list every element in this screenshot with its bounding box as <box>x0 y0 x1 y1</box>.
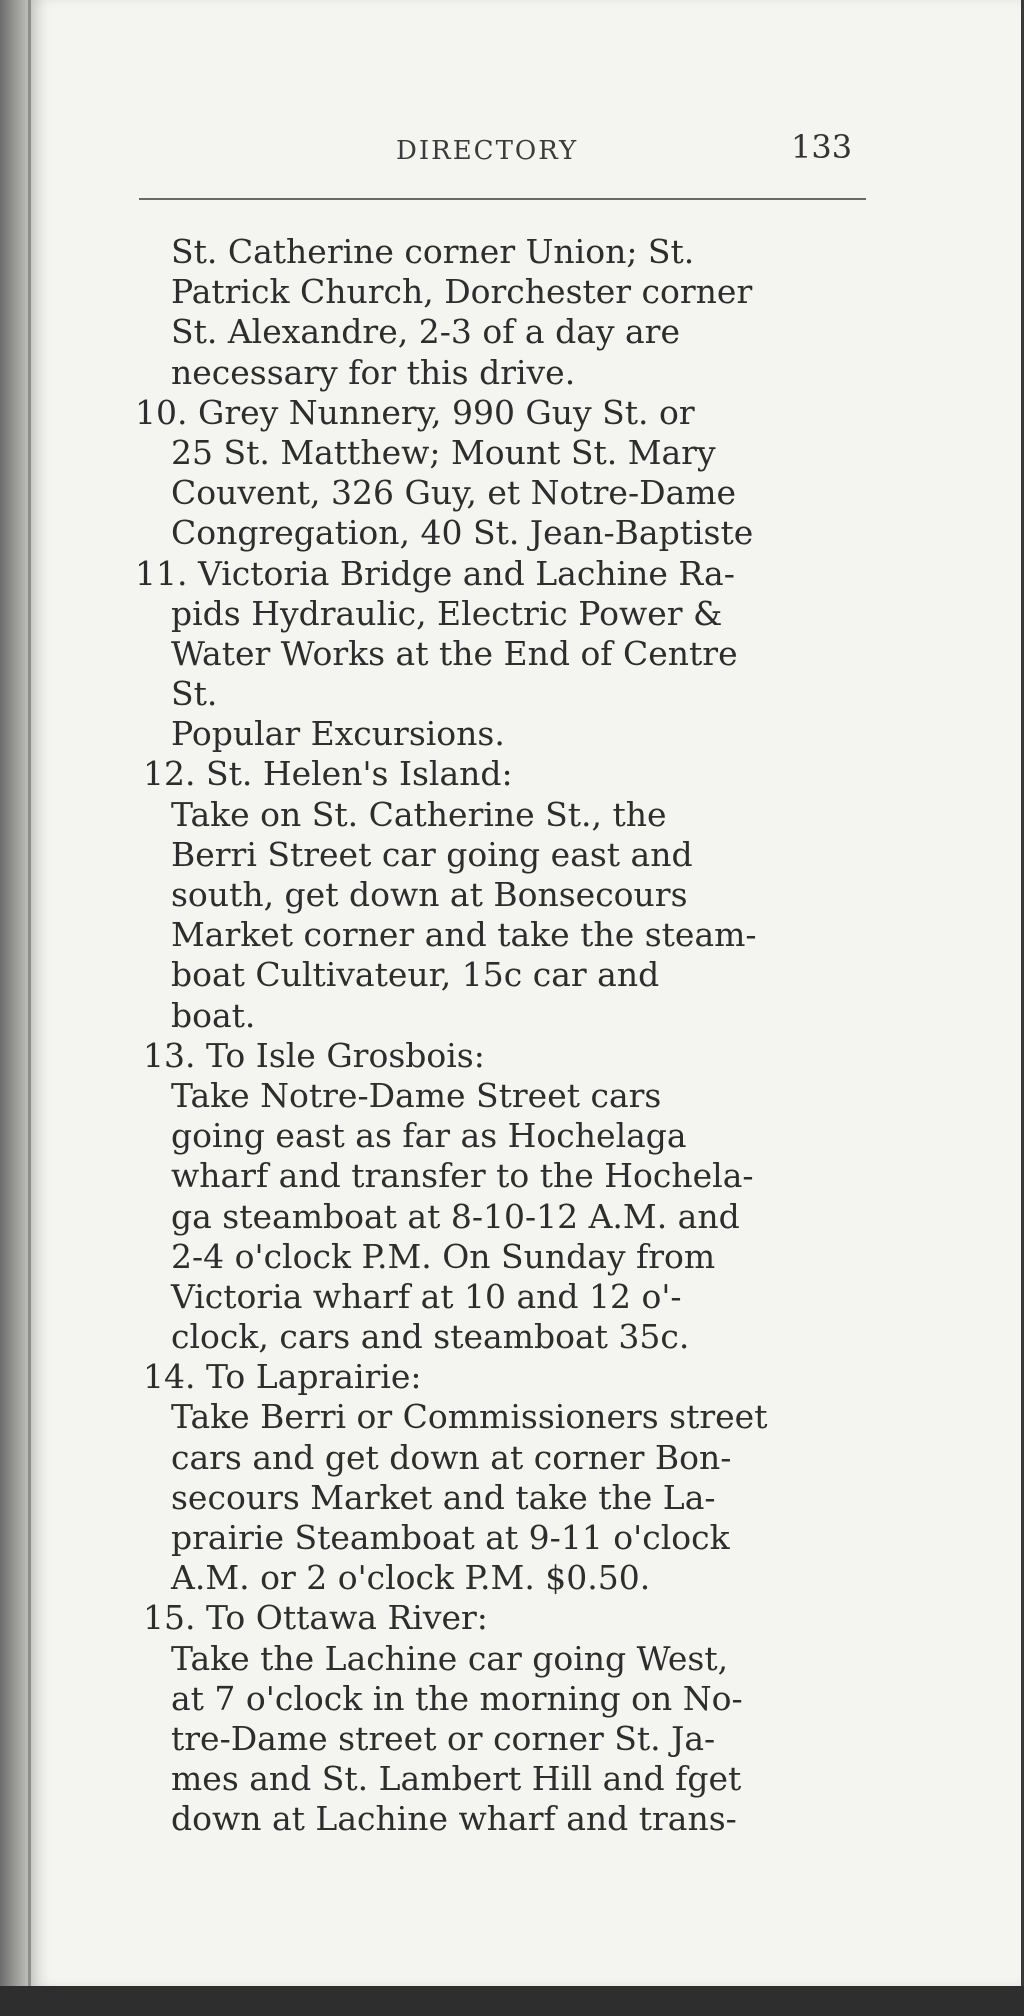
text-line: down at Lachine wharf and trans- <box>171 1799 737 1839</box>
text-line: boat. <box>171 995 256 1035</box>
text-line: 10. Grey Nunnery, 990 Guy St. or <box>135 392 695 432</box>
text-line: Victoria wharf at 10 and 12 o'- <box>171 1276 682 1316</box>
text-line: boat Cultivateur, 15c car and <box>171 955 660 995</box>
text-line: 12. St. Helen's Island: <box>143 754 513 794</box>
text-line: Take on St. Catherine St., the <box>171 794 667 834</box>
text-line: Congregation, 40 St. Jean-Baptiste <box>171 513 754 553</box>
text-line: 11. Victoria Bridge and Lachine Ra- <box>135 553 735 593</box>
text-line: tre-Dame street or corner St. Ja- <box>171 1718 716 1758</box>
text-line: Patrick Church, Dorchester corner <box>171 272 753 312</box>
book-page <box>28 0 1021 1986</box>
text-line: Popular Excursions. <box>171 714 505 754</box>
text-line: south, get down at Bonsecours <box>171 875 688 914</box>
text-line: St. Catherine corner Union; St. <box>171 232 695 271</box>
header-rule <box>139 198 866 200</box>
text-line: 2-4 o'clock P.M. On Sunday from <box>171 1236 716 1276</box>
text-line: Couvent, 326 Guy, et Notre-Dame <box>171 473 737 513</box>
text-line: secours Market and take the La- <box>171 1477 716 1517</box>
text-line: mes and St. Lambert Hill and fget <box>171 1759 742 1799</box>
text-line: Water Works at the End of Centre <box>171 633 738 673</box>
text-line: 13. To Isle Grosbois: <box>143 1035 485 1075</box>
text-line: ga steamboat at 8-10-12 A.M. and <box>171 1196 740 1236</box>
text-line: going east as far as Hochelaga <box>171 1116 687 1156</box>
text-line: Market corner and take the steam- <box>171 915 757 955</box>
text-line: St. Alexandre, 2-3 of a day are <box>171 312 680 352</box>
directory-text-body <box>135 232 895 1840</box>
running-head: DIRECTORY <box>396 136 579 166</box>
text-line: wharf and transfer to the Hochela- <box>171 1156 754 1196</box>
text-line: pids Hydraulic, Electric Power & <box>171 593 723 633</box>
page-number: 133 <box>791 128 853 166</box>
text-line: A.M. or 2 o'clock P.M. $0.50. <box>171 1558 651 1598</box>
text-line: 14. To Laprairie: <box>143 1357 422 1397</box>
text-line: necessary for this drive. <box>171 352 576 392</box>
text-line: Berri Street car going east and <box>171 834 693 874</box>
text-line: St. <box>171 674 218 714</box>
scan-bottom-edge <box>0 1986 1024 2016</box>
text-line: 15. To Ottawa River: <box>143 1598 488 1638</box>
text-line: at 7 o'clock in the morning on No- <box>171 1678 743 1718</box>
text-line: prairie Steamboat at 9-11 o'clock <box>171 1518 730 1557</box>
text-line: cars and get down at corner Bon- <box>171 1437 732 1477</box>
text-line: 25 St. Matthew; Mount St. Mary <box>171 432 716 472</box>
text-line: Take Notre-Dame Street cars <box>171 1075 662 1115</box>
text-line: clock, cars and steamboat 35c. <box>171 1317 690 1357</box>
text-line: Take Berri or Commissioners street <box>171 1397 768 1437</box>
text-line: Take the Lachine car going West, <box>171 1638 729 1678</box>
